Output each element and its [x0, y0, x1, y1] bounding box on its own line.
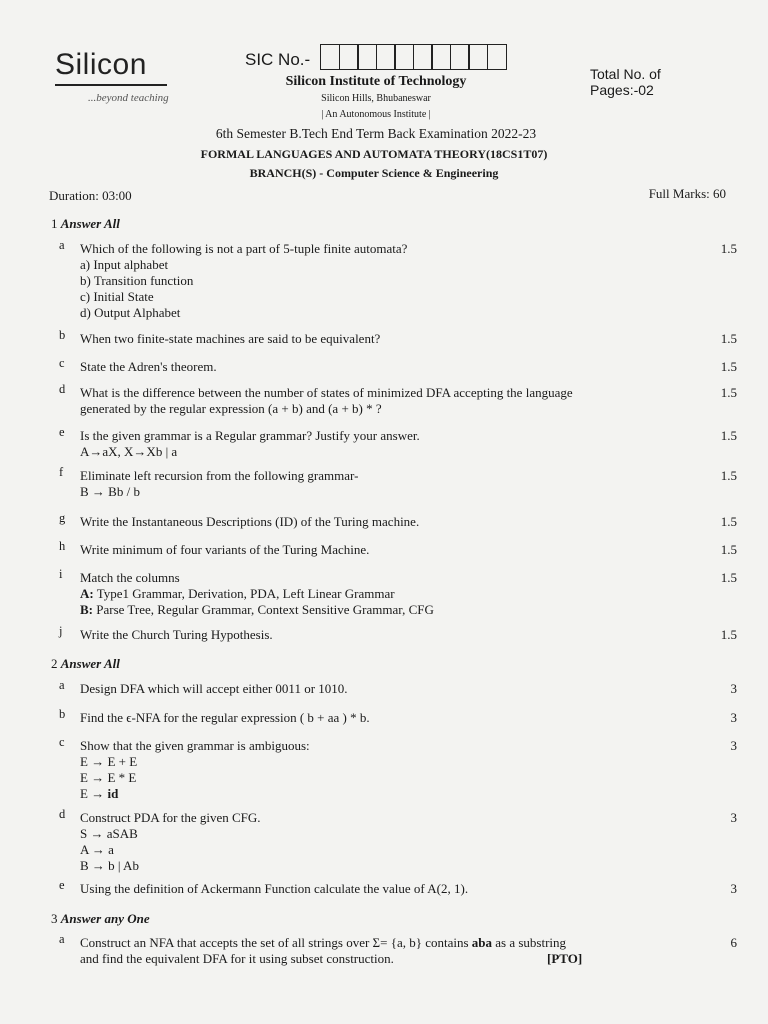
question-marks: 1.5 — [720, 468, 737, 483]
question-letter: e — [59, 878, 65, 892]
question-line: Is the given grammar is a Regular grammar? Justify your answer. — [80, 428, 420, 443]
sic-number-boxes — [320, 44, 505, 70]
question-letter: g — [59, 511, 66, 525]
sic-label: SIC No.- — [245, 50, 311, 69]
question-letter: c — [59, 735, 65, 749]
question-text — [80, 514, 680, 530]
question-line: Show that the given grammar is ambiguous: — [80, 738, 310, 753]
sic-box — [468, 44, 488, 70]
section-instruction: Answer any One — [60, 911, 150, 926]
question-text — [80, 359, 680, 375]
total-pages: Total No. of Pages:-02 — [590, 66, 661, 98]
question-letter: a — [59, 238, 65, 252]
sic-box — [320, 44, 340, 70]
question-line: Construct an NFA that accepts the set of all strings over Σ= {a, b} contains aba as a substring — [80, 935, 567, 950]
question-marks: 1.5 — [720, 331, 737, 346]
section-number: 3 — [51, 911, 61, 926]
question-text — [80, 241, 680, 321]
subject-title: FORMAL LANGUAGES AND AUTOMATA THEORY(18CS1T07) — [200, 147, 548, 161]
question-letter: d — [59, 807, 66, 821]
logo-tagline: ...beyond teaching — [88, 92, 169, 104]
sic-box — [450, 44, 470, 70]
section-instruction: Answer All — [60, 216, 120, 231]
question-text — [80, 428, 680, 460]
question-letter: a — [59, 932, 65, 946]
question-marks: 1.5 — [720, 385, 737, 400]
question-line: Design DFA which will accept either 0011 or 1010. — [80, 681, 348, 696]
sic-box — [431, 44, 451, 70]
question-text — [80, 627, 680, 643]
question-line: A → a — [80, 842, 114, 857]
question-line: Construct PDA for the given CFG. — [80, 810, 261, 825]
question-line: Using the definition of Ackermann Function calculate the value of A(2, 1). — [80, 881, 469, 896]
question-letter: f — [59, 465, 64, 479]
section-instruction: Answer All — [60, 656, 120, 671]
question-letter: e — [59, 425, 65, 439]
section-number: 2 — [51, 656, 61, 671]
question-marks: 3 — [730, 738, 737, 753]
question-text — [80, 331, 680, 347]
institute-status: | An Autonomous Institute | — [321, 109, 431, 120]
sic-box — [394, 44, 414, 70]
question-line: B → Bb / b — [80, 484, 140, 499]
section-number: 1 — [51, 216, 61, 231]
question-text — [80, 881, 680, 897]
question-text — [80, 681, 680, 697]
full-marks: Full Marks: 60 — [648, 186, 726, 201]
question-line: B: Parse Tree, Regular Grammar, Context Sensitive Grammar, CFG — [80, 602, 434, 617]
question-line: What is the difference between the number of states of minimized DFA accepting the language — [80, 385, 573, 400]
question-marks: 3 — [730, 881, 737, 896]
question-line: E → id — [80, 786, 119, 801]
question-letter: i — [59, 567, 63, 581]
question-line: E → E + E — [80, 754, 138, 769]
question-letter: c — [59, 356, 65, 370]
question-text — [80, 570, 680, 618]
question-letter: j — [59, 624, 63, 638]
question-line: generated by the regular expression (a + b) and (a + b) * ? — [80, 401, 382, 416]
institute-address: Silicon Hills, Bhubaneswar — [321, 93, 431, 104]
question-line: When two finite-state machines are said to be equivalent? — [80, 331, 381, 346]
question-text — [80, 385, 680, 417]
question-line: Which of the following is not a part of 5-tuple finite automata? — [80, 241, 408, 256]
question-line: a) Input alphabet — [80, 257, 169, 272]
question-marks: 3 — [730, 681, 737, 696]
question-marks: 1.5 — [720, 542, 737, 557]
institute-name: Silicon Institute of Technology — [285, 74, 467, 89]
question-line: b) Transition function — [80, 273, 194, 288]
question-line: B → b | Ab — [80, 858, 139, 873]
question-text — [80, 468, 680, 500]
question-marks: 1.5 — [720, 428, 737, 443]
sic-box — [413, 44, 433, 70]
question-line: Find the ϵ-NFA for the regular expression ( b + aa ) * b. — [80, 710, 370, 725]
question-text — [80, 738, 680, 802]
question-text — [80, 710, 680, 726]
question-letter: h — [59, 539, 66, 553]
sic-box — [487, 44, 507, 70]
question-line: Match the columns — [80, 570, 180, 585]
question-line: d) Output Alphabet — [80, 305, 181, 320]
exam-title: 6th Semester B.Tech End Term Back Examination 2022-23 — [215, 126, 537, 141]
duration: Duration: 03:00 — [49, 188, 132, 203]
question-line: A→aX, X→Xb | a — [80, 444, 178, 459]
question-marks: 1.5 — [720, 570, 737, 585]
question-letter: b — [59, 707, 66, 721]
sic-box — [376, 44, 396, 70]
question-line: and find the equivalent DFA for it using subset construction. [PTO] — [80, 951, 583, 966]
question-line: Write minimum of four variants of the Turing Machine. — [80, 542, 370, 557]
question-marks: 1.5 — [720, 514, 737, 529]
section-title-1 — [51, 216, 120, 232]
question-line: Write the Church Turing Hypothesis. — [80, 627, 273, 642]
question-marks: 3 — [730, 810, 737, 825]
question-marks: 1.5 — [720, 359, 737, 374]
question-line: S → aSAB — [80, 826, 138, 841]
pto-marker: [PTO] — [547, 951, 583, 966]
question-line: Write the Instantaneous Descriptions (ID) of the Turing machine. — [80, 514, 420, 529]
question-text — [80, 935, 680, 967]
question-marks: 1.5 — [720, 241, 737, 256]
question-marks: 1.5 — [720, 627, 737, 642]
section-title-3 — [51, 911, 150, 927]
branch-title: BRANCH(S) - Computer Science & Engineering — [249, 166, 499, 180]
question-line: State the Adren's theorem. — [80, 359, 217, 374]
question-letter: b — [59, 328, 66, 342]
question-line: Eliminate left recursion from the following grammar- — [80, 468, 359, 483]
question-line: E → E * E — [80, 770, 137, 785]
question-text — [80, 542, 680, 558]
question-text — [80, 810, 680, 874]
silicon-logo: Silicon — [55, 48, 147, 82]
question-line: A: Type1 Grammar, Derivation, PDA, Left Linear Grammar — [80, 586, 395, 601]
section-title-2 — [51, 656, 120, 672]
question-line: c) Initial State — [80, 289, 154, 304]
question-letter: d — [59, 382, 66, 396]
question-marks: 6 — [730, 935, 737, 950]
question-marks: 3 — [730, 710, 737, 725]
question-letter: a — [59, 678, 65, 692]
sic-box — [357, 44, 377, 70]
sic-box — [339, 44, 359, 70]
